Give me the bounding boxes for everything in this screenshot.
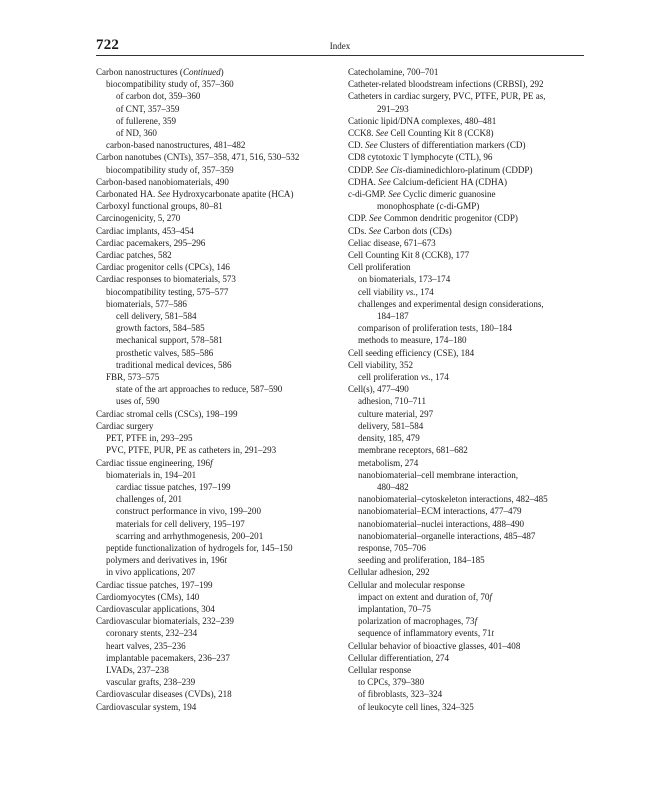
index-entry xyxy=(348,505,588,517)
index-entry-text: Carbon dots (CDs) xyxy=(381,225,452,236)
index-entry-text: CD. xyxy=(348,140,366,151)
index-entry-text: heart valves, 235–236 xyxy=(106,640,186,651)
index-entry xyxy=(348,688,588,700)
index-entry xyxy=(348,530,588,542)
index-entry xyxy=(348,383,588,395)
index-entry-text: of leukocyte cell lines, 324–325 xyxy=(358,701,474,712)
index-entry-text: materials for cell delivery, 195–197 xyxy=(116,518,245,529)
index-entry-text: polymers and derivatives in, 196 xyxy=(106,555,225,566)
index-entry xyxy=(96,322,336,334)
index-entry xyxy=(348,334,588,346)
index-entry xyxy=(348,481,588,493)
index-entry-text: Cellular behavior of bioactive glasses, 401–408 xyxy=(348,640,521,651)
index-entry xyxy=(96,603,336,615)
index-entry xyxy=(96,664,336,676)
index-entry xyxy=(96,640,336,652)
index-entry xyxy=(96,408,336,420)
index-entry-text: PET, PTFE in, 293–295 xyxy=(106,433,193,444)
index-entry xyxy=(348,139,588,151)
index-entry xyxy=(96,90,336,102)
index-entry-text: Continued xyxy=(182,67,221,77)
index-entry xyxy=(348,371,588,383)
index-entry-text: of carbon dot, 359–360 xyxy=(116,91,201,102)
index-entry-text: impact on extent and duration of, 70 xyxy=(358,591,490,602)
index-entry-text: CDDP. xyxy=(348,164,376,175)
index-entry-text: See xyxy=(375,164,389,175)
index-entry xyxy=(96,566,336,578)
index-entry xyxy=(348,420,588,432)
index-entry xyxy=(348,566,588,578)
index-entry xyxy=(348,78,588,90)
index-entry xyxy=(96,298,336,310)
index-entry-text: -diaminedichloro-platinum (CDDP) xyxy=(402,164,533,175)
index-entry-text: f xyxy=(210,457,213,468)
page-header xyxy=(96,35,584,57)
index-entry xyxy=(348,444,588,456)
index-entry-text: state of the art approaches to reduce, 587–590 xyxy=(116,384,283,395)
index-entry xyxy=(348,261,588,273)
index-entry-text: Cell proliferation xyxy=(348,262,411,273)
index-entry xyxy=(96,579,336,591)
index-entry-text: See xyxy=(388,189,401,200)
index-entry-text: response, 705–706 xyxy=(358,542,426,553)
index-entry-text: f xyxy=(474,616,478,627)
index-entry-text: vascular grafts, 238–239 xyxy=(106,677,196,688)
index-entry-text: cell viability xyxy=(358,286,406,297)
index-entry-text: of ND, 360 xyxy=(116,128,157,139)
index-entry xyxy=(348,298,588,310)
index-entry xyxy=(96,371,336,383)
index-entry-text: nanobiomaterial–ECM interactions, 477–479 xyxy=(358,506,522,517)
index-entry xyxy=(348,664,588,676)
index-entry-text: of fibroblasts, 323–324 xyxy=(358,689,443,700)
index-entry xyxy=(96,127,336,139)
index-entry xyxy=(348,176,588,188)
index-entry-text: cell delivery, 581–584 xyxy=(116,311,197,322)
index-entry-text: nanobiomaterial–nuclei interactions, 488–490 xyxy=(358,518,525,529)
index-entry-text: Cardiomyocytes (CMs), 140 xyxy=(96,591,200,602)
index-entry-text: See xyxy=(365,140,378,151)
index-entry-text: , 174 xyxy=(415,286,434,297)
index-entry-text: See xyxy=(375,128,389,139)
index-entry xyxy=(348,579,588,591)
index-entry-text: polarization of macrophages, 73 xyxy=(358,616,475,627)
index-entry-text: CDHA. xyxy=(348,176,379,187)
index-entry xyxy=(348,676,588,688)
index-entry-text: Carcinogenicity, 5, 270 xyxy=(96,213,181,224)
index-entry-text: Cardiovascular biomaterials, 232–239 xyxy=(96,616,234,627)
index-entry-text: traditional medical devices, 586 xyxy=(116,359,232,370)
index-entry-text: Carboxyl functional groups, 80–81 xyxy=(96,201,223,212)
index-entry xyxy=(96,469,336,481)
index-entry-text: FBR, 573–575 xyxy=(106,372,160,383)
index-entry-text: monophosphate (c-di-GMP) xyxy=(377,201,480,212)
index-entry-text: Hydroxycarbonate apatite (HCA) xyxy=(170,189,294,200)
index-entry-text: PVC, PTFE, PUR, PE as catheters in, 291–293 xyxy=(106,445,277,456)
index-entry xyxy=(96,334,336,346)
index-entry xyxy=(348,652,588,664)
index-entry xyxy=(348,627,588,639)
index-entry xyxy=(348,493,588,505)
index-entry xyxy=(348,273,588,285)
index-entry xyxy=(348,640,588,652)
index-entry xyxy=(348,591,588,603)
index-entry-text: of fullerene, 359 xyxy=(116,115,177,126)
index-entry-text: Carbon nanostructures ( xyxy=(96,67,183,77)
index-entry xyxy=(96,615,336,627)
header-rule xyxy=(96,55,584,56)
index-entry-text: membrane receptors, 681–682 xyxy=(358,445,468,456)
index-entry-text: Cardiovascular system, 194 xyxy=(96,701,197,712)
index-entry-text: Carbonated HA. xyxy=(96,189,158,200)
index-entry-text: , 174 xyxy=(430,372,449,383)
index-entry xyxy=(96,359,336,371)
index-entry-text: CCK8. xyxy=(348,128,376,139)
index-entry-text: Calcium-deficient HA (CDHA) xyxy=(390,176,508,187)
index-entry-text: Cardiac patches, 582 xyxy=(96,250,172,261)
index-entry-text: adhesion, 710–711 xyxy=(358,396,427,407)
index-entry xyxy=(96,273,336,285)
index-entry xyxy=(96,432,336,444)
index-entry-text: seeding and proliferation, 184–185 xyxy=(358,555,485,566)
index-entry xyxy=(96,139,336,151)
index-entry xyxy=(348,359,588,371)
index-entry-text: Cardiovascular diseases (CVDs), 218 xyxy=(96,689,232,700)
index-entry xyxy=(348,432,588,444)
index-entry xyxy=(96,505,336,517)
index-entry-text: nanobiomaterial–organelle interactions, 485–487 xyxy=(358,530,536,541)
index-entry xyxy=(96,78,336,90)
index-entry-text: nanobiomaterial–cytoskeleton interactions, 482–485 xyxy=(358,494,548,505)
index-entry-text: CD8 cytotoxic T lymphocyte (CTL), 96 xyxy=(348,152,493,163)
index-entry-text: Catheters in cardiac surgery, PVC, PTFE, PUR, PE as, xyxy=(348,91,546,102)
index-entry xyxy=(348,408,588,420)
index-entry xyxy=(96,200,336,212)
index-entry-text: peptide functionalization of hydrogels for, 145–150 xyxy=(106,542,293,553)
index-entry xyxy=(96,457,336,469)
index-entry xyxy=(348,542,588,554)
index-entry-text: biomaterials in, 194–201 xyxy=(106,469,197,480)
index-entry-text: Cyclic dimeric guanosine xyxy=(400,189,496,200)
index-entry xyxy=(96,627,336,639)
index-entry-text: biocompatibility study of, 357–359 xyxy=(106,164,234,175)
index-entry-text: coronary stents, 232–234 xyxy=(106,628,198,639)
index-entry-text: LVADs, 237–238 xyxy=(106,664,169,675)
index-entry-text: on biomaterials, 173–174 xyxy=(358,274,451,285)
index-entry-text: comparison of proliferation tests, 180–184 xyxy=(358,323,513,334)
index-entry-text: prosthetic valves, 585–586 xyxy=(116,347,214,358)
index-entry xyxy=(348,127,588,139)
index-entry xyxy=(96,103,336,115)
index-entry-text: growth factors, 584–585 xyxy=(116,323,205,334)
index-entry xyxy=(96,286,336,298)
index-entry-text: Cardiac responses to biomaterials, 573 xyxy=(96,274,236,285)
index-entry-text: Cardiac progenitor cells (CPCs), 146 xyxy=(96,262,230,273)
index-entry-text: ) xyxy=(220,67,224,77)
index-entry-text: Catecholamine, 700–701 xyxy=(348,67,439,77)
index-entry xyxy=(348,212,588,224)
index-entry-text: 291–293 xyxy=(377,103,409,114)
index-entry-text: vs. xyxy=(420,372,431,383)
index-entry-text: Celiac disease, 671–673 xyxy=(348,237,436,248)
index-entry xyxy=(348,115,588,127)
index-entry-text: in vivo applications, 207 xyxy=(106,567,196,578)
index-entry xyxy=(348,151,588,163)
index-entry xyxy=(348,615,588,627)
index-entry-text: 480–482 xyxy=(377,481,409,492)
index-entry xyxy=(96,591,336,603)
index-entry xyxy=(96,395,336,407)
index-entry-text: carbon-based nanostructures, 481–482 xyxy=(106,140,246,151)
index-entry-text: See xyxy=(369,213,382,224)
page-number: 722 xyxy=(96,37,120,53)
index-entry-text: Cell seeding efficiency (CSE), 184 xyxy=(348,347,475,358)
index-entry-text: Common dendritic progenitor (CDP) xyxy=(381,213,518,224)
index-entry xyxy=(96,518,336,530)
index-entry xyxy=(96,652,336,664)
index-entry-text: Cell(s), 477–490 xyxy=(348,384,409,395)
index-entry-text: implantable pacemakers, 236–237 xyxy=(106,652,230,663)
index-entry xyxy=(96,164,336,176)
index-entry xyxy=(348,518,588,530)
index-entry-text: t xyxy=(491,628,494,639)
index-column-left xyxy=(96,66,336,713)
index-entry-text: of CNT, 357–359 xyxy=(116,103,180,114)
index-entry xyxy=(96,212,336,224)
index-entry xyxy=(348,469,588,481)
index-entry-text: culture material, 297 xyxy=(358,408,434,419)
running-head: Index xyxy=(329,41,351,51)
index-entry-text: Cardiac stromal cells (CSCs), 198–199 xyxy=(96,408,238,419)
index-entry-text: f xyxy=(489,591,492,602)
index-entry-text: Cis xyxy=(390,164,403,175)
index-entry-text: See xyxy=(378,176,391,187)
index-entry xyxy=(348,310,588,322)
index-entry xyxy=(348,554,588,566)
index-entry-text: See xyxy=(157,189,171,200)
index-entry-text: scarring and arrhythmogenesis, 200–201 xyxy=(116,530,264,541)
index-entry xyxy=(96,237,336,249)
index-entry-text: Cellular and molecular response xyxy=(348,579,465,590)
index-entry xyxy=(96,701,336,713)
index-entry xyxy=(96,66,336,78)
index-entry-text: 184–187 xyxy=(377,311,409,322)
index-entry xyxy=(348,347,588,359)
index-entry xyxy=(96,261,336,273)
index-entry xyxy=(96,176,336,188)
index-entry xyxy=(96,554,336,566)
index-entry xyxy=(96,249,336,261)
index-entry xyxy=(96,493,336,505)
index-entry xyxy=(96,151,336,163)
index-entry xyxy=(96,115,336,127)
index-entry xyxy=(348,286,588,298)
index-entry-text: uses of, 590 xyxy=(116,396,160,407)
index-entry-text: density, 185, 479 xyxy=(358,433,420,444)
index-entry xyxy=(96,347,336,359)
index-entry xyxy=(348,322,588,334)
index-entry-text: Cardiac tissue engineering, 196 xyxy=(96,457,211,468)
index-entry-text: CDP. xyxy=(348,213,370,224)
index-entry-text: delivery, 581–584 xyxy=(358,420,424,431)
index-entry xyxy=(348,225,588,237)
index-entry-text: cell proliferation xyxy=(358,372,421,383)
index-entry xyxy=(348,200,588,212)
index-entry-text: Carbon-based nanobiomaterials, 490 xyxy=(96,176,229,187)
index-entry xyxy=(96,188,336,200)
index-entry-text: vs. xyxy=(405,286,416,297)
index-entry-text: CDs. xyxy=(348,225,369,236)
index-entry-text: cardiac tissue patches, 197–199 xyxy=(116,481,231,492)
index-entry-text: Cell viability, 352 xyxy=(348,359,413,370)
index-entry xyxy=(348,90,588,102)
index-entry-text: c-di-GMP. xyxy=(348,189,389,200)
index-entry-text: sequence of inflammatory events, 71 xyxy=(358,628,492,639)
index-entry xyxy=(96,420,336,432)
index-entry-text: challenges and experimental design considerations, xyxy=(358,298,544,309)
index-entry-text: challenges of, 201 xyxy=(116,494,183,505)
index-entry-text: mechanical support, 578–581 xyxy=(116,335,223,346)
index-entry-text: Cellular response xyxy=(348,664,412,675)
index-entry-text: to CPCs, 379–380 xyxy=(358,677,425,688)
index-entry-text: Cardiovascular applications, 304 xyxy=(96,603,215,614)
index-entry-text: Cardiac pacemakers, 295–296 xyxy=(96,237,206,248)
index-entry-text: See xyxy=(368,225,382,236)
index-entry xyxy=(348,66,588,78)
index-entry-text: biomaterials, 577–586 xyxy=(106,298,187,309)
index-entry xyxy=(348,603,588,615)
index-entry-text: t xyxy=(224,555,227,566)
index-entry xyxy=(96,444,336,456)
index-entry-text: Catheter-related bloodstream infections (CRBSI), 292 xyxy=(348,79,544,90)
index-entry-text: Cardiac surgery xyxy=(96,420,154,431)
index-entry-text: biocompatibility study of, 357–360 xyxy=(106,79,234,90)
index-entry xyxy=(96,481,336,493)
index-entry xyxy=(96,383,336,395)
index-entry xyxy=(96,530,336,542)
index-entry-text: biocompatibility testing, 575–577 xyxy=(106,286,229,297)
index-entry xyxy=(348,164,588,176)
index-entry-text: nanobiomaterial–cell membrane interaction, xyxy=(358,469,519,480)
index-entry-text: implantation, 70–75 xyxy=(358,603,431,614)
index-entry xyxy=(348,237,588,249)
index-entry xyxy=(348,701,588,713)
index-entry xyxy=(96,310,336,322)
index-column-right xyxy=(348,66,588,713)
index-entry xyxy=(348,249,588,261)
index-entry-text: Cellular differentiation, 274 xyxy=(348,652,450,663)
index-entry-text: Cell Counting Kit 8 (CCK8) xyxy=(388,128,494,139)
index-entry-text: Cardiac implants, 453–454 xyxy=(96,225,194,236)
index-entry xyxy=(348,395,588,407)
index-entry xyxy=(348,103,588,115)
index-entry-text: construct performance in vivo, 199–200 xyxy=(116,506,261,517)
index-entry xyxy=(96,688,336,700)
index-entry xyxy=(96,676,336,688)
index-entry-text: Cardiac tissue patches, 197–199 xyxy=(96,579,213,590)
index-entry-text: Cellular adhesion, 292 xyxy=(348,567,430,578)
index-entry-text: methods to measure, 174–180 xyxy=(358,335,467,346)
index-entry-text: Carbon nanotubes (CNTs), 357–358, 471, 516, 530–532 xyxy=(96,152,300,163)
index-entry xyxy=(96,542,336,554)
index-entry-text: Cationic lipid/DNA complexes, 480–481 xyxy=(348,115,497,126)
index-entry-text: Clusters of differentiation markers (CD) xyxy=(377,140,526,151)
index-entry xyxy=(348,457,588,469)
index-entry-text: metabolism, 274 xyxy=(358,457,419,468)
index-entry xyxy=(348,188,588,200)
index-entry-text: Cell Counting Kit 8 (CCK8), 177 xyxy=(348,250,470,261)
index-entry xyxy=(96,225,336,237)
